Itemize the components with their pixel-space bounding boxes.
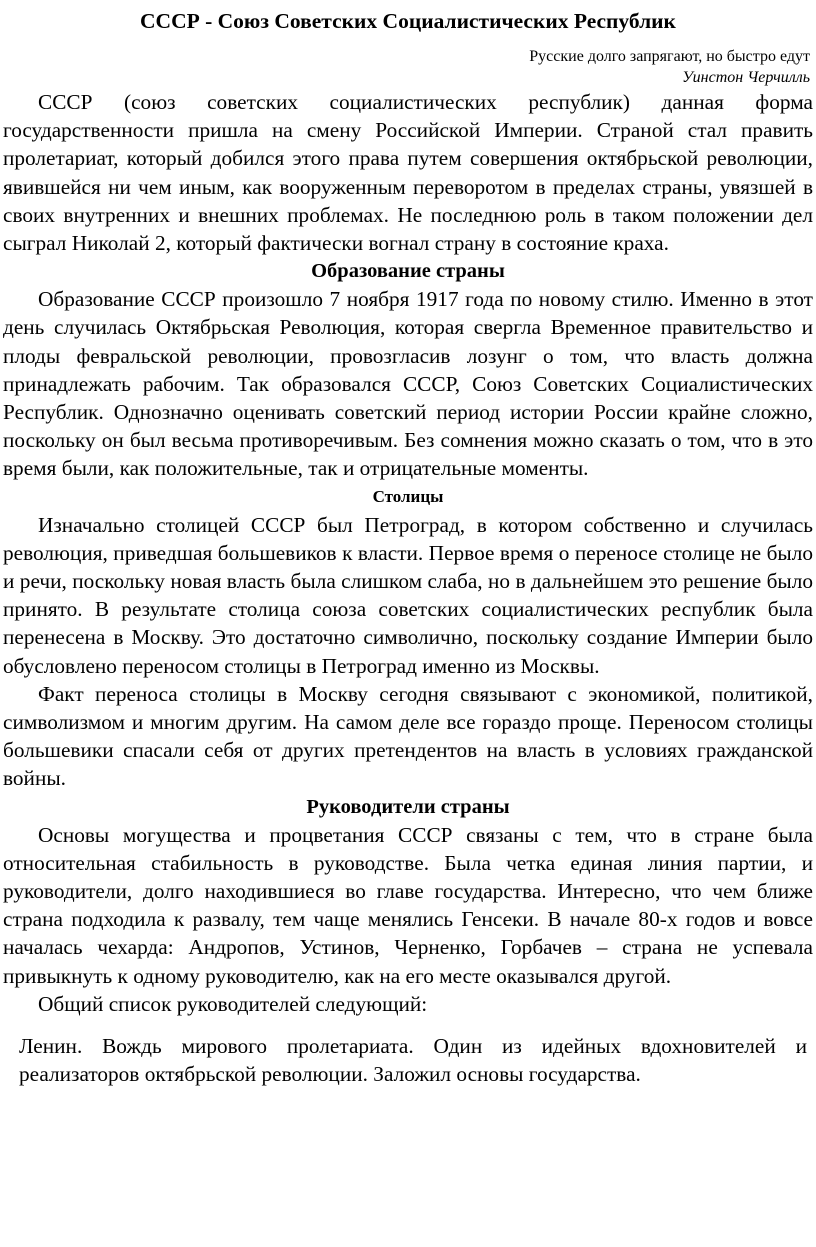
intro-paragraph: СССР (союз советских социалистических республик) данная форма государственности пришла на смену Российской Империи. Страной стал править пролетариат, который добился этого права путем совершения октябрьской революции, явившейся ни чем иным, как вооруженным переворотом в пределах страны, увязшей в своих внутренних и внешних проблемах. Не последнюю роль в таком положении дел сыграл Николай 2, который фактически вогнал страну в состояние краха. [3,90,813,256]
leaders-paragraph-1: Основы могущества и процветания СССР связаны с тем, что в стране была относительная стабильность в руководстве. Была четка единая линия партии, и руководители, долго находившиеся во главе государства. Интересно, что чем ближе страна подходила к развалу, тем чаще менялись Генсеки. В начале 80-х годов и вовсе началась чехарда: Андропов, Устинов, Черненко, Горбачев – страна не успевала привыкнуть к одному руководителю, как на его месте оказывался другой. [3,822,813,988]
epigraph-quote: Русские долго запрягают, но быстро едут [529,48,810,65]
leader-item-lenin: Ленин. Вождь мирового пролетариата. Один из идейных вдохновителей и реализаторов октябрьской революции. Заложил основы государства. [19,1034,807,1087]
section-heading-capitals: Столицы [372,486,444,506]
capitals-paragraph-1: Изначально столицей СССР был Петроград, в котором собственно и случилась революция, приведшая большевиков к власти. Первое время о переносе столице не было и речи, поскольку новая власть была слишком слаба, но в дальнейшем это решение было принято. В результате столица союза советских социалистических республик была перенесена в Москву. Это достаточно символично, поскольку создание Империи было обусловлено переносом столицы в Петроград именно из Москвы. [3,512,813,678]
capitals-paragraph-2: Факт переноса столицы в Москву сегодня связывают с экономикой, политикой, символизмом и многим другим. На самом деле все гораздо проще. Переносом столицы большевики спасали себя от других претендентов на власть в условиях гражданской войны. [3,681,813,791]
document-title: СССР - Союз Советских Социалистических Республик [140,9,676,33]
section-heading-leaders: Руководители страны [306,795,510,818]
section-heading-formation: Образование страны [311,260,505,283]
epigraph-author: Уинстон Черчилль [682,69,810,86]
leaders-paragraph-2: Общий список руководителей следующий: [38,991,428,1016]
epigraph [3,46,810,88]
formation-paragraph: Образование СССР произошло 7 ноября 1917 года по новому стилю. Именно в этот день случилась Октябрьская Революция, которая свергла Временное правительство и плоды февральской революции, провозгласив лозунг о том, что власть должна принадлежать рабочим. Так образовался СССР, Союз Советских Социалистических Республик. Однозначно оценивать советский период истории России крайне сложно, поскольку он был весьма противоречивым. Без сомнения можно сказать о том, что в это время были, как положительные, так и отрицательные моменты. [3,287,813,481]
